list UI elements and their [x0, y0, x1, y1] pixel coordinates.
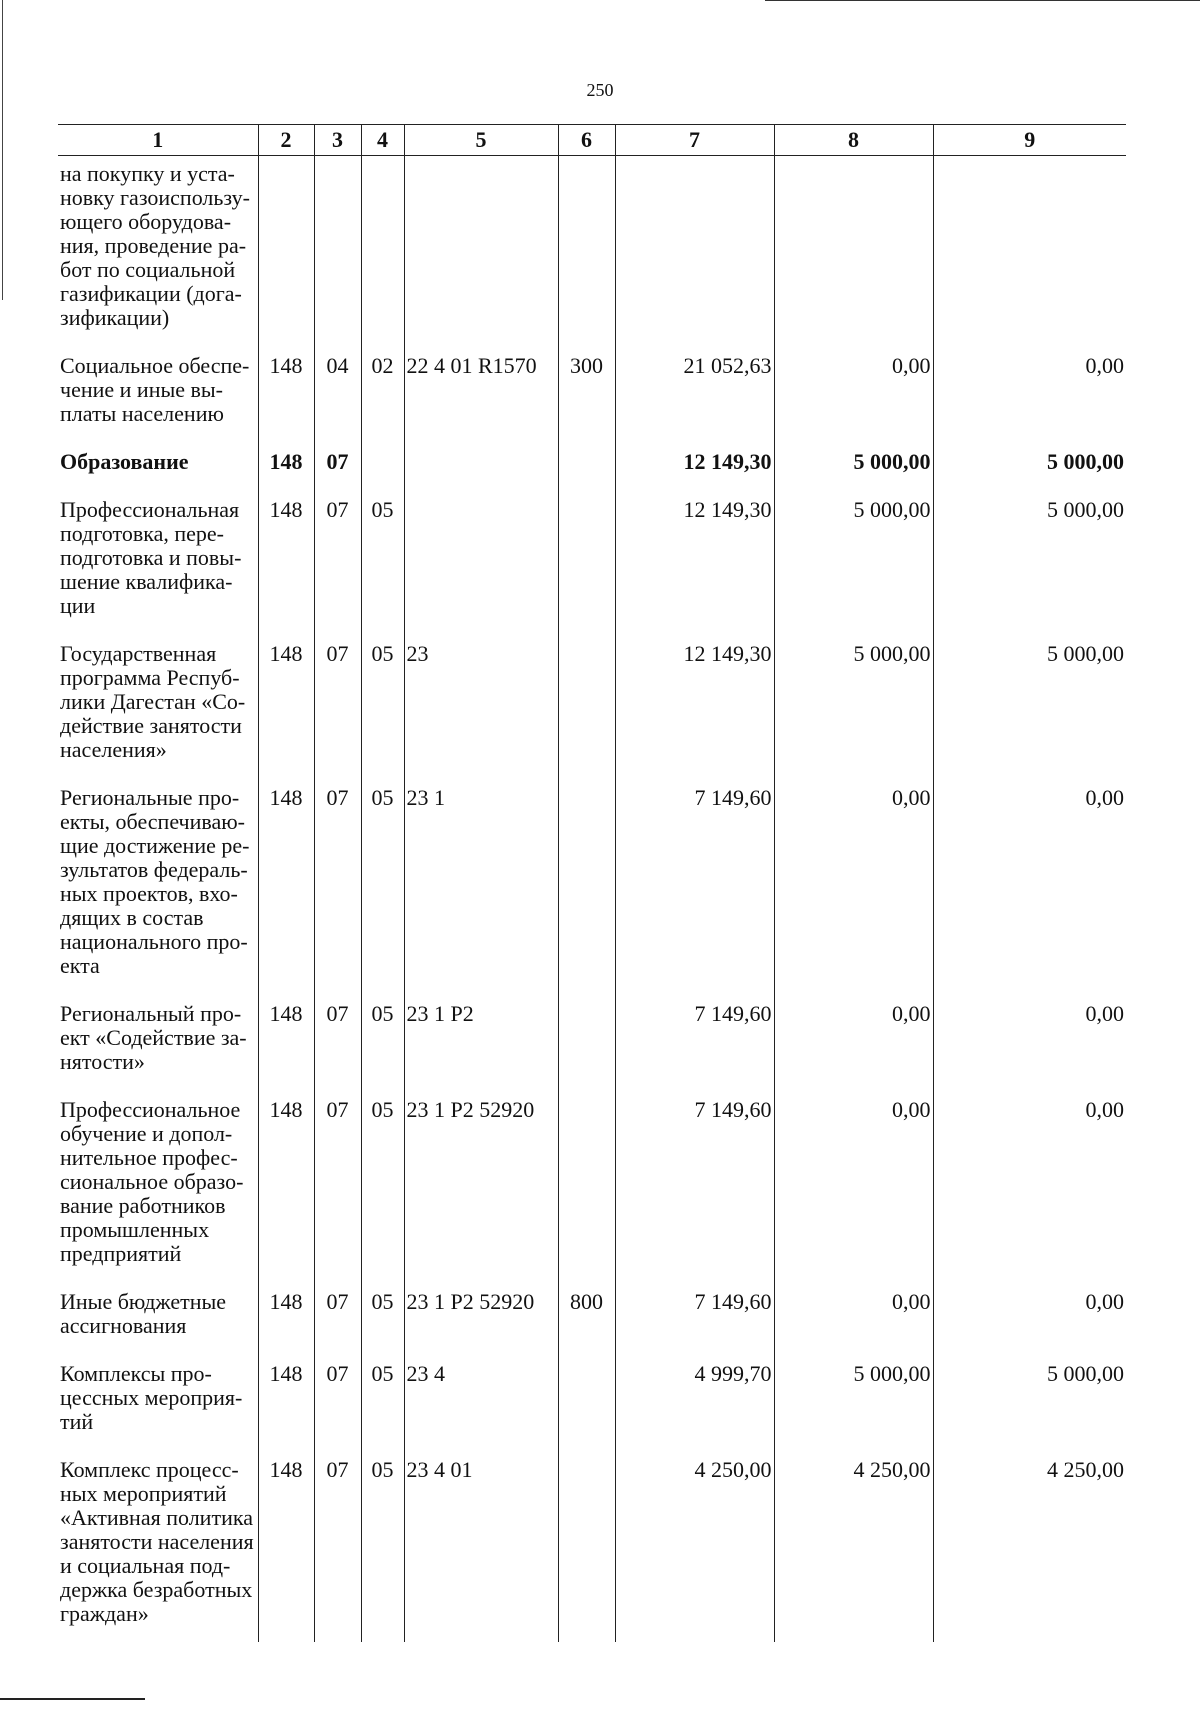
- table-row: [58, 1090, 1126, 1282]
- row-name: на покупку и уста- новку газоиспользу- ющего оборудова- ния, проведение ра- бот по социальной газификации (дога- зификации): [60, 161, 250, 330]
- cell-col7: 4 999,70: [615, 1354, 774, 1450]
- cell-col9: 0,00: [933, 778, 1126, 994]
- cell-col8: 0,00: [774, 778, 933, 994]
- cell-col2: 148: [258, 1450, 314, 1642]
- cell-col3: 07: [314, 1282, 361, 1354]
- cell-col8: 5 000,00: [774, 490, 933, 634]
- cell-col8: 5 000,00: [774, 442, 933, 490]
- cell-col6: [558, 634, 615, 778]
- cell-col9: [933, 156, 1126, 347]
- cell-col5: 23 4: [404, 1354, 558, 1450]
- row-name: Образование: [60, 449, 189, 474]
- cell-col7: 7 149,60: [615, 994, 774, 1090]
- cell-col9: 5 000,00: [933, 1354, 1126, 1450]
- cell-col5: [404, 490, 558, 634]
- budget-table: [58, 124, 1126, 1642]
- cell-col7: 7 149,60: [615, 1282, 774, 1354]
- cell-col2: 148: [258, 1354, 314, 1450]
- cell-col5: 23 1: [404, 778, 558, 994]
- cell-col9: 0,00: [933, 1090, 1126, 1282]
- cell-col3: 07: [314, 1090, 361, 1282]
- cell-col3: 07: [314, 490, 361, 634]
- cell-col9: 0,00: [933, 1282, 1126, 1354]
- cell-col2: 148: [258, 1090, 314, 1282]
- cell-col2: 148: [258, 442, 314, 490]
- cell-col4: 02: [361, 346, 404, 442]
- cell-col4: 05: [361, 994, 404, 1090]
- cell-col7: 21 052,63: [615, 346, 774, 442]
- cell-col4: 05: [361, 1090, 404, 1282]
- cell-col6: [558, 1450, 615, 1642]
- cell-col6: [558, 1354, 615, 1450]
- cell-col2: 148: [258, 634, 314, 778]
- cell-col3: 07: [314, 778, 361, 994]
- cell-col7: 12 149,30: [615, 490, 774, 634]
- cell-col5: 23: [404, 634, 558, 778]
- cell-col7: 12 149,30: [615, 634, 774, 778]
- cell-col3: 07: [314, 1354, 361, 1450]
- top-edge-rule: [765, 0, 1200, 1]
- column-header: 5: [404, 125, 558, 156]
- cell-col8: 4 250,00: [774, 1450, 933, 1642]
- cell-col9: 0,00: [933, 994, 1126, 1090]
- cell-col3: 07: [314, 442, 361, 490]
- cell-col5: 23 4 01: [404, 1450, 558, 1642]
- table-row: [58, 1450, 1126, 1642]
- cell-col4: 05: [361, 778, 404, 994]
- row-name: Комплекс процесс- ных мероприятий «Активная политика занятости населения и социальная под- держка безработных граждан»: [60, 1457, 254, 1626]
- cell-col9: 4 250,00: [933, 1450, 1126, 1642]
- table-body: [58, 156, 1126, 1643]
- cell-col6: [558, 156, 615, 347]
- cell-col3: [314, 156, 361, 347]
- row-name: Социальное обеспе- чение и иные вы- платы населению: [60, 353, 250, 426]
- cell-col8: 5 000,00: [774, 1354, 933, 1450]
- cell-col4: 05: [361, 1282, 404, 1354]
- table-row: [58, 490, 1126, 634]
- cell-col3: 07: [314, 994, 361, 1090]
- cell-col4: 05: [361, 1450, 404, 1642]
- cell-col5: 23 1 P2 52920: [404, 1090, 558, 1282]
- footnote-rule: [0, 1698, 145, 1700]
- cell-col8: 5 000,00: [774, 634, 933, 778]
- row-name: Иные бюджетные ассигнования: [60, 1289, 227, 1338]
- cell-col8: 0,00: [774, 1090, 933, 1282]
- cell-col6: [558, 490, 615, 634]
- cell-col6: 300: [558, 346, 615, 442]
- cell-col5: 23 1 P2 52920: [404, 1282, 558, 1354]
- cell-col7: 7 149,60: [615, 1090, 774, 1282]
- cell-col4: 05: [361, 1354, 404, 1450]
- table-row: [58, 156, 1126, 347]
- column-header: 7: [615, 125, 774, 156]
- column-header: 6: [558, 125, 615, 156]
- cell-col9: 5 000,00: [933, 634, 1126, 778]
- cell-col6: [558, 1090, 615, 1282]
- page-number: 250: [586, 80, 614, 100]
- table-row: [58, 994, 1126, 1090]
- left-margin-rule: [2, 0, 3, 300]
- cell-col2: 148: [258, 994, 314, 1090]
- cell-col5: 23 1 P2: [404, 994, 558, 1090]
- cell-col8: [774, 156, 933, 347]
- cell-col6: [558, 994, 615, 1090]
- cell-col8: 0,00: [774, 994, 933, 1090]
- cell-col4: 05: [361, 490, 404, 634]
- cell-col7: 7 149,60: [615, 778, 774, 994]
- table-row: [58, 442, 1126, 490]
- table-row: [58, 1282, 1126, 1354]
- cell-col8: 0,00: [774, 1282, 933, 1354]
- column-header: 2: [258, 125, 314, 156]
- cell-col9: 5 000,00: [933, 490, 1126, 634]
- row-name: Профессиональная подготовка, пере- подготовка и повы- шение квалифика- ции: [60, 497, 242, 618]
- cell-col3: 07: [314, 1450, 361, 1642]
- table-row: [58, 1354, 1126, 1450]
- cell-col4: [361, 156, 404, 347]
- cell-col3: 04: [314, 346, 361, 442]
- column-header: 3: [314, 125, 361, 156]
- cell-col2: 148: [258, 778, 314, 994]
- cell-col5: [404, 442, 558, 490]
- column-header: 8: [774, 125, 933, 156]
- column-header: 1: [58, 125, 258, 156]
- cell-col2: 148: [258, 346, 314, 442]
- table-row: [58, 346, 1126, 442]
- cell-col5: [404, 156, 558, 347]
- cell-col4: [361, 442, 404, 490]
- row-name: Комплексы про- цессных мероприя- тий: [60, 1361, 243, 1434]
- row-name: Региональный про- ект «Содействие за- нятости»: [60, 1001, 247, 1074]
- column-header: 4: [361, 125, 404, 156]
- cell-col2: [258, 156, 314, 347]
- cell-col2: 148: [258, 1282, 314, 1354]
- cell-col6: [558, 778, 615, 994]
- cell-col6: 800: [558, 1282, 615, 1354]
- cell-col6: [558, 442, 615, 490]
- row-name: Региональные про- екты, обеспечиваю- щие достижение ре- зультатов федераль- ных проектов, вхо- дящих в состав национального про- екта: [60, 785, 250, 978]
- row-name: Профессиональное обучение и допол- нительное профес- сиональное образо- вание работников промышленных предприятий: [60, 1097, 244, 1266]
- cell-col2: 148: [258, 490, 314, 634]
- cell-col9: 0,00: [933, 346, 1126, 442]
- cell-col7: [615, 156, 774, 347]
- cell-col3: 07: [314, 634, 361, 778]
- cell-col7: 12 149,30: [615, 442, 774, 490]
- table-row: [58, 634, 1126, 778]
- column-header: 9: [933, 125, 1126, 156]
- cell-col8: 0,00: [774, 346, 933, 442]
- cell-col7: 4 250,00: [615, 1450, 774, 1642]
- table-row: [58, 778, 1126, 994]
- header-row: [58, 125, 1126, 156]
- cell-col9: 5 000,00: [933, 442, 1126, 490]
- cell-col4: 05: [361, 634, 404, 778]
- cell-col5: 22 4 01 R1570: [404, 346, 558, 442]
- row-name: Государственная программа Респуб- лики Дагестан «Со- действие занятости населения»: [60, 641, 246, 762]
